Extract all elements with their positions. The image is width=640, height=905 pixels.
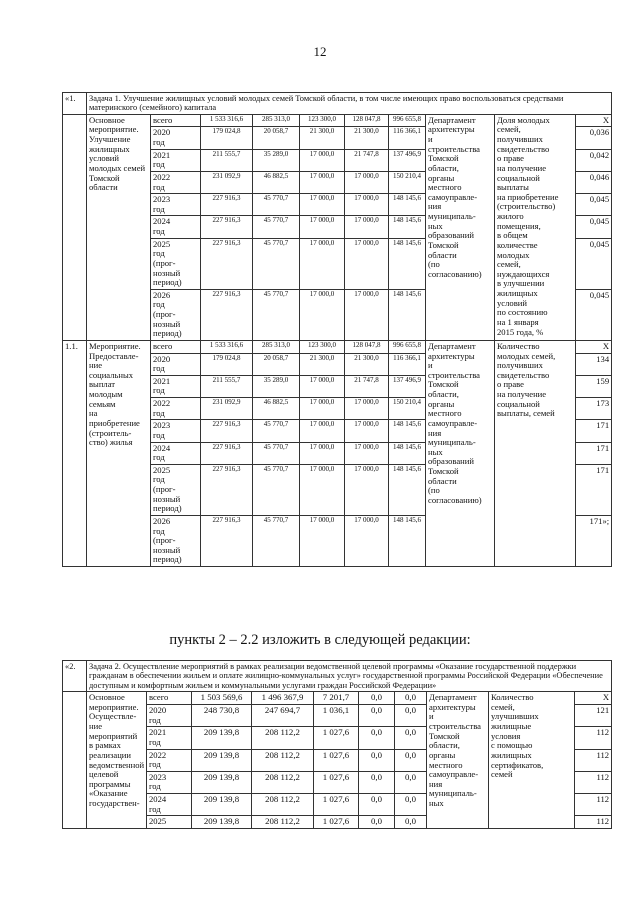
year-cell: 2024 год: [147, 794, 192, 816]
funding-c1: 1 533 316,6: [201, 340, 253, 353]
funding-c4: 0,0: [359, 749, 395, 771]
funding-c1: 227 916,3: [201, 194, 253, 216]
funding-c3: 17 000,0: [300, 194, 345, 216]
funding-c2: 247 694,7: [252, 705, 314, 727]
year-cell: 2026 год (прог- нозный период): [151, 515, 201, 566]
funding-c2: 45 770,7: [253, 442, 300, 464]
funding-c2: 208 112,2: [252, 727, 314, 749]
funding-c5: 996 655,8: [389, 114, 426, 127]
year-cell: 2020 год: [147, 705, 192, 727]
funding-c4: 17 000,0: [345, 442, 389, 464]
funding-c4: 17 000,0: [345, 420, 389, 442]
funding-c2: 208 112,2: [252, 816, 314, 829]
funding-c1: 1 533 316,6: [201, 114, 253, 127]
year-cell: 2021 год: [147, 727, 192, 749]
funding-c5: 148 145,6: [389, 515, 426, 566]
funding-c5: 148 145,6: [389, 420, 426, 442]
funding-c3: 123 300,0: [300, 114, 345, 127]
funding-c1: 1 503 569,6: [192, 692, 252, 705]
funding-c3: 17 000,0: [300, 216, 345, 238]
funding-c2: 208 112,2: [252, 749, 314, 771]
funding-c4: 21 300,0: [345, 353, 389, 375]
funding-c2: 45 770,7: [253, 464, 300, 515]
item-number: [63, 692, 87, 829]
funding-c5: 137 496,9: [389, 375, 426, 397]
indicator-value: 173: [576, 398, 612, 420]
year-cell: 2022 год: [147, 749, 192, 771]
task-header-row: [63, 93, 612, 115]
activity-name: Мероприятие. Предоставле- ние социальных выплат молодым семьям на приобретение (строитель- ство) жилья: [87, 340, 151, 566]
table-row: [63, 114, 612, 127]
funding-c4: 17 000,0: [345, 398, 389, 420]
funding-c2: 45 770,7: [253, 289, 300, 340]
funding-c4: 21 747,8: [345, 149, 389, 171]
funding-c4: 0,0: [359, 771, 395, 793]
indicator-value: 112: [575, 749, 612, 771]
funding-c3: 7 201,7: [314, 692, 359, 705]
funding-c3: 17 000,0: [300, 149, 345, 171]
year-cell: 2023 год: [151, 420, 201, 442]
funding-c3: 17 000,0: [300, 420, 345, 442]
item-number: [63, 114, 87, 340]
funding-c1: 227 916,3: [201, 216, 253, 238]
indicator-name: Доля молодых семей, получивших свидетельство о праве на получение социальной выплаты на приобретение (строительство) жилого помещения, в общем количестве молодых семей, нуждающихся в улучшении жилищных условий по состоянию на 1 января 2015 года, %: [495, 114, 576, 340]
funding-c3: 17 000,0: [300, 515, 345, 566]
indicator-value: 0,045: [576, 216, 612, 238]
executor: Департамент архитектуры и строительства Томской области, органы местного самоуправле- ния муниципаль- ных образований Томской области (по согласованию): [426, 114, 495, 340]
funding-c5: 0,0: [395, 727, 427, 749]
funding-c2: 35 289,0: [253, 149, 300, 171]
year-cell: всего: [147, 692, 192, 705]
funding-c1: 209 139,8: [192, 794, 252, 816]
funding-c3: 17 000,0: [300, 398, 345, 420]
activity-name: Основное мероприятие. Улучшение жилищных условий молодых семей Томской области: [87, 114, 151, 340]
year-cell: 2020 год: [151, 353, 201, 375]
year-cell: 2020 год: [151, 127, 201, 149]
indicator-value: 112: [575, 727, 612, 749]
funding-c5: 0,0: [395, 794, 427, 816]
program-table-task-1: [62, 92, 612, 567]
indicator-value: 171: [576, 442, 612, 464]
year-cell: 2024 год: [151, 442, 201, 464]
funding-c5: 148 145,6: [389, 464, 426, 515]
funding-c1: 227 916,3: [201, 464, 253, 515]
year-cell: 2021 год: [151, 375, 201, 397]
funding-c5: 137 496,9: [389, 149, 426, 171]
funding-c2: 20 058,7: [253, 127, 300, 149]
funding-c3: 1 027,6: [314, 794, 359, 816]
year-cell: 2024 год: [151, 216, 201, 238]
funding-c3: 1 036,1: [314, 705, 359, 727]
funding-c1: 179 024,8: [201, 127, 253, 149]
funding-c3: 17 000,0: [300, 375, 345, 397]
program-table-task-2: [62, 660, 612, 829]
funding-c4: 21 747,8: [345, 375, 389, 397]
year-cell: 2023 год: [147, 771, 192, 793]
item-number: 1.1.: [63, 340, 87, 566]
funding-c4: 17 000,0: [345, 238, 389, 289]
funding-c3: 17 000,0: [300, 171, 345, 193]
funding-c1: 211 555,7: [201, 149, 253, 171]
funding-c3: 17 000,0: [300, 289, 345, 340]
table-row: [63, 692, 612, 705]
funding-c2: 285 313,0: [253, 114, 300, 127]
funding-c4: 128 047,8: [345, 340, 389, 353]
funding-c2: 46 882,5: [253, 398, 300, 420]
funding-c4: 0,0: [359, 816, 395, 829]
funding-c4: 17 000,0: [345, 216, 389, 238]
funding-c5: 116 366,1: [389, 353, 426, 375]
funding-c2: 45 770,7: [253, 420, 300, 442]
task-title: Задача 1. Улучшение жилищных условий молодых семей Томской области, в том числе имеющих право воспользоваться средствами материнского (семейного) капитала: [87, 93, 612, 115]
indicator-value: 112: [575, 794, 612, 816]
funding-c4: 0,0: [359, 705, 395, 727]
funding-c3: 1 027,6: [314, 727, 359, 749]
executor: Департамент архитектуры и строительства Томской области, органы местного самоуправле- ния муниципаль- ных образований Томской области (по согласованию): [426, 340, 495, 566]
table-row: [63, 340, 612, 353]
funding-c2: 1 496 367,9: [252, 692, 314, 705]
funding-c5: 150 210,4: [389, 171, 426, 193]
funding-c4: 128 047,8: [345, 114, 389, 127]
year-cell: 2026 год (прог- нозный период): [151, 289, 201, 340]
funding-c5: 148 145,6: [389, 216, 426, 238]
task-number: «1.: [63, 93, 87, 115]
year-cell: всего: [151, 114, 201, 127]
indicator-value: 112: [575, 816, 612, 829]
funding-c4: 17 000,0: [345, 194, 389, 216]
funding-c3: 17 000,0: [300, 238, 345, 289]
indicator-value: 171: [576, 464, 612, 515]
funding-c5: 0,0: [395, 749, 427, 771]
funding-c2: 45 770,7: [253, 194, 300, 216]
year-cell: 2025 год (прог- нозный период): [151, 464, 201, 515]
funding-c1: 209 139,8: [192, 771, 252, 793]
indicator-name: Количество семей, улучшивших жилищные условия с помощью жилищных сертификатов, семей: [489, 692, 575, 829]
funding-c2: 208 112,2: [252, 771, 314, 793]
indicator-value: 0,046: [576, 171, 612, 193]
funding-c5: 0,0: [395, 816, 427, 829]
funding-c2: 45 770,7: [253, 216, 300, 238]
year-cell: 2025: [147, 816, 192, 829]
indicator-value: Х: [576, 340, 612, 353]
funding-c2: 45 770,7: [253, 238, 300, 289]
funding-c2: 208 112,2: [252, 794, 314, 816]
activity-name: Основное мероприятие. Осуществле- ние мероприятий в рамках реализации ведомственной целевой программы «Оказание государствен-: [87, 692, 147, 829]
funding-c5: 148 145,6: [389, 289, 426, 340]
funding-c5: 148 145,6: [389, 238, 426, 289]
indicator-value: Х: [576, 114, 612, 127]
indicator-value: 121: [575, 705, 612, 727]
funding-c3: 1 027,6: [314, 816, 359, 829]
page-number: 12: [313, 44, 327, 59]
funding-c1: 211 555,7: [201, 375, 253, 397]
indicator-value: Х: [575, 692, 612, 705]
year-cell: всего: [151, 340, 201, 353]
year-cell: 2022 год: [151, 398, 201, 420]
funding-c1: 227 916,3: [201, 238, 253, 289]
funding-c5: 0,0: [395, 705, 427, 727]
funding-c3: 21 300,0: [300, 353, 345, 375]
funding-c5: 150 210,4: [389, 398, 426, 420]
indicator-value: 159: [576, 375, 612, 397]
indicator-value: 171: [576, 420, 612, 442]
indicator-value: 0,045: [576, 238, 612, 289]
funding-c1: 227 916,3: [201, 515, 253, 566]
executor: Департамент архитектуры и строительства Томской области, органы местного самоуправле- ния муниципаль- ных: [427, 692, 489, 829]
funding-c5: 0,0: [395, 692, 427, 705]
indicator-value: 112: [575, 771, 612, 793]
amendment-instruction: пункты 2 – 2.2 изложить в следующей редакции:: [169, 632, 471, 648]
year-cell: 2021 год: [151, 149, 201, 171]
funding-c1: 179 024,8: [201, 353, 253, 375]
funding-c5: 0,0: [395, 771, 427, 793]
funding-c3: 21 300,0: [300, 127, 345, 149]
year-cell: 2023 год: [151, 194, 201, 216]
funding-c1: 231 092,9: [201, 398, 253, 420]
indicator-value: 0,036: [576, 127, 612, 149]
task-header-row: [63, 661, 612, 692]
funding-c4: 0,0: [359, 794, 395, 816]
funding-c1: 227 916,3: [201, 442, 253, 464]
funding-c4: 17 000,0: [345, 171, 389, 193]
funding-c1: 248 730,8: [192, 705, 252, 727]
funding-c1: 209 139,8: [192, 749, 252, 771]
funding-c4: 0,0: [359, 727, 395, 749]
funding-c1: 227 916,3: [201, 420, 253, 442]
year-cell: 2025 год (прог- нозный период): [151, 238, 201, 289]
year-cell: 2022 год: [151, 171, 201, 193]
task-title: Задача 2. Осуществление мероприятий в рамках реализации ведомственной целевой программы «Оказание государственной поддержки гражданам в обеспечении жильем и оплате жилищно-коммунальных услуг» государственной программы Российской Федерации «Обеспечение доступным и комфортным жильем и коммунальными услугами граждан Российской Федерации»: [87, 661, 612, 692]
funding-c5: 148 145,6: [389, 442, 426, 464]
funding-c4: 17 000,0: [345, 289, 389, 340]
funding-c1: 209 139,8: [192, 816, 252, 829]
funding-c4: 17 000,0: [345, 515, 389, 566]
indicator-value: 134: [576, 353, 612, 375]
funding-c4: 0,0: [359, 692, 395, 705]
indicator-value: 0,045: [576, 194, 612, 216]
funding-c2: 35 289,0: [253, 375, 300, 397]
funding-c3: 17 000,0: [300, 464, 345, 515]
task-number: «2.: [63, 661, 87, 692]
funding-c3: 17 000,0: [300, 442, 345, 464]
indicator-value: 0,042: [576, 149, 612, 171]
funding-c3: 123 300,0: [300, 340, 345, 353]
funding-c3: 1 027,6: [314, 749, 359, 771]
funding-c1: 231 092,9: [201, 171, 253, 193]
funding-c2: 45 770,7: [253, 515, 300, 566]
funding-c2: 285 313,0: [253, 340, 300, 353]
funding-c2: 20 058,7: [253, 353, 300, 375]
indicator-value: 171»;: [576, 515, 612, 566]
funding-c2: 46 882,5: [253, 171, 300, 193]
funding-c5: 116 366,1: [389, 127, 426, 149]
indicator-value: 0,045: [576, 289, 612, 340]
funding-c4: 21 300,0: [345, 127, 389, 149]
funding-c3: 1 027,6: [314, 771, 359, 793]
funding-c1: 209 139,8: [192, 727, 252, 749]
funding-c5: 148 145,6: [389, 194, 426, 216]
funding-c5: 996 655,8: [389, 340, 426, 353]
funding-c1: 227 916,3: [201, 289, 253, 340]
funding-c4: 17 000,0: [345, 464, 389, 515]
indicator-name: Количество молодых семей, получивших свидетельство о праве на получение социальной выплаты, семей: [495, 340, 576, 566]
